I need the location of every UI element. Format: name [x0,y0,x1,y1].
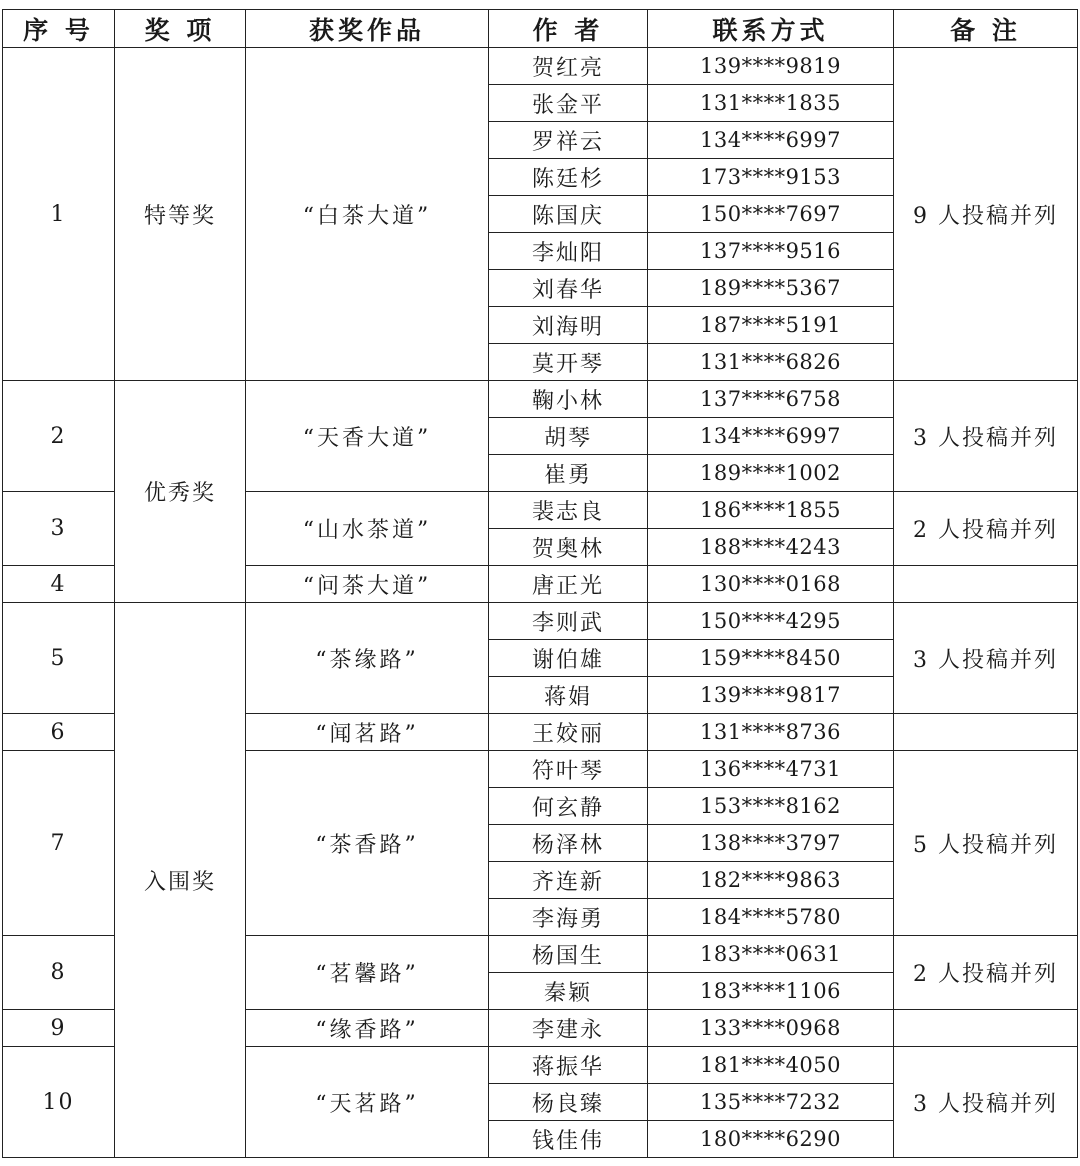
work-title-cell: “闻茗路” [246,714,489,751]
author-cell: 李建永 [489,1010,648,1047]
author-cell: 张金平 [489,85,648,122]
work-title-cell: “天茗路” [246,1047,489,1158]
author-cell: 蒋娟 [489,677,648,714]
contact-cell: 189****5367 [648,270,894,307]
author-cell: 何玄静 [489,788,648,825]
author-cell: 莫开琴 [489,344,648,381]
contact-cell: 134****6997 [648,418,894,455]
award-table [2,9,1078,1158]
author-cell: 李海勇 [489,899,648,936]
contact-cell: 173****9153 [648,159,894,196]
note-cell: 3 人投稿并列 [894,603,1078,714]
contact-cell: 150****7697 [648,196,894,233]
note-cell: 3 人投稿并列 [894,381,1078,492]
contact-cell: 130****0168 [648,566,894,603]
contact-cell: 136****4731 [648,751,894,788]
contact-cell: 159****8450 [648,640,894,677]
header-author: 作 者 [489,10,648,48]
contact-cell: 137****6758 [648,381,894,418]
work-title-cell: “茗馨路” [246,936,489,1010]
contact-cell: 183****0631 [648,936,894,973]
contact-cell: 180****6290 [648,1121,894,1158]
author-cell: 鞠小林 [489,381,648,418]
seq-cell: 3 [3,492,115,566]
note-cell: 9 人投稿并列 [894,48,1078,381]
work-title-cell: “茶香路” [246,751,489,936]
work-title-cell: “白茶大道” [246,48,489,381]
author-cell: 秦颖 [489,973,648,1010]
contact-cell: 131****8736 [648,714,894,751]
author-cell: 蒋振华 [489,1047,648,1084]
author-cell: 裴志良 [489,492,648,529]
award-cell: 特等奖 [115,48,246,381]
table-row [3,381,1078,418]
contact-cell: 184****5780 [648,899,894,936]
seq-cell: 2 [3,381,115,492]
author-cell: 陈国庆 [489,196,648,233]
header-note: 备 注 [894,10,1078,48]
table-row [3,48,1078,85]
seq-cell: 6 [3,714,115,751]
contact-cell: 150****4295 [648,603,894,640]
contact-cell: 138****3797 [648,825,894,862]
author-cell: 崔勇 [489,455,648,492]
seq-cell: 10 [3,1047,115,1158]
contact-cell: 131****6826 [648,344,894,381]
table-row [3,603,1078,640]
header-row [3,10,1078,48]
author-cell: 钱佳伟 [489,1121,648,1158]
table-body [3,48,1078,1158]
contact-cell: 187****5191 [648,307,894,344]
author-cell: 刘海明 [489,307,648,344]
author-cell: 杨泽林 [489,825,648,862]
award-cell: 入围奖 [115,603,246,1158]
contact-cell: 183****1106 [648,973,894,1010]
note-cell: 2 人投稿并列 [894,936,1078,1010]
work-title-cell: “缘香路” [246,1010,489,1047]
contact-cell: 189****1002 [648,455,894,492]
author-cell: 胡琴 [489,418,648,455]
author-cell: 杨国生 [489,936,648,973]
author-cell: 王姣丽 [489,714,648,751]
author-cell: 陈廷杉 [489,159,648,196]
contact-cell: 181****4050 [648,1047,894,1084]
note-cell [894,566,1078,603]
header-contact: 联系方式 [648,10,894,48]
contact-cell: 137****9516 [648,233,894,270]
author-cell: 罗祥云 [489,122,648,159]
seq-cell: 4 [3,566,115,603]
contact-cell: 139****9819 [648,48,894,85]
author-cell: 贺红亮 [489,48,648,85]
author-cell: 唐正光 [489,566,648,603]
contact-cell: 182****9863 [648,862,894,899]
seq-cell: 7 [3,751,115,936]
contact-cell: 131****1835 [648,85,894,122]
contact-cell: 135****7232 [648,1084,894,1121]
header-seq: 序 号 [3,10,115,48]
author-cell: 李灿阳 [489,233,648,270]
work-title-cell: “天香大道” [246,381,489,492]
author-cell: 谢伯雄 [489,640,648,677]
work-title-cell: “山水茶道” [246,492,489,566]
note-cell [894,714,1078,751]
header-award: 奖 项 [115,10,246,48]
author-cell: 符叶琴 [489,751,648,788]
author-cell: 刘春华 [489,270,648,307]
author-cell: 齐连新 [489,862,648,899]
note-cell: 2 人投稿并列 [894,492,1078,566]
note-cell [894,1010,1078,1047]
seq-cell: 5 [3,603,115,714]
contact-cell: 188****4243 [648,529,894,566]
note-cell: 5 人投稿并列 [894,751,1078,936]
contact-cell: 153****8162 [648,788,894,825]
contact-cell: 134****6997 [648,122,894,159]
header-work: 获奖作品 [246,10,489,48]
author-cell: 李则武 [489,603,648,640]
seq-cell: 1 [3,48,115,381]
author-cell: 贺奥林 [489,529,648,566]
work-title-cell: “茶缘路” [246,603,489,714]
contact-cell: 186****1855 [648,492,894,529]
award-cell: 优秀奖 [115,381,246,603]
note-cell: 3 人投稿并列 [894,1047,1078,1158]
seq-cell: 8 [3,936,115,1010]
seq-cell: 9 [3,1010,115,1047]
contact-cell: 133****0968 [648,1010,894,1047]
work-title-cell: “问茶大道” [246,566,489,603]
contact-cell: 139****9817 [648,677,894,714]
author-cell: 杨良臻 [489,1084,648,1121]
